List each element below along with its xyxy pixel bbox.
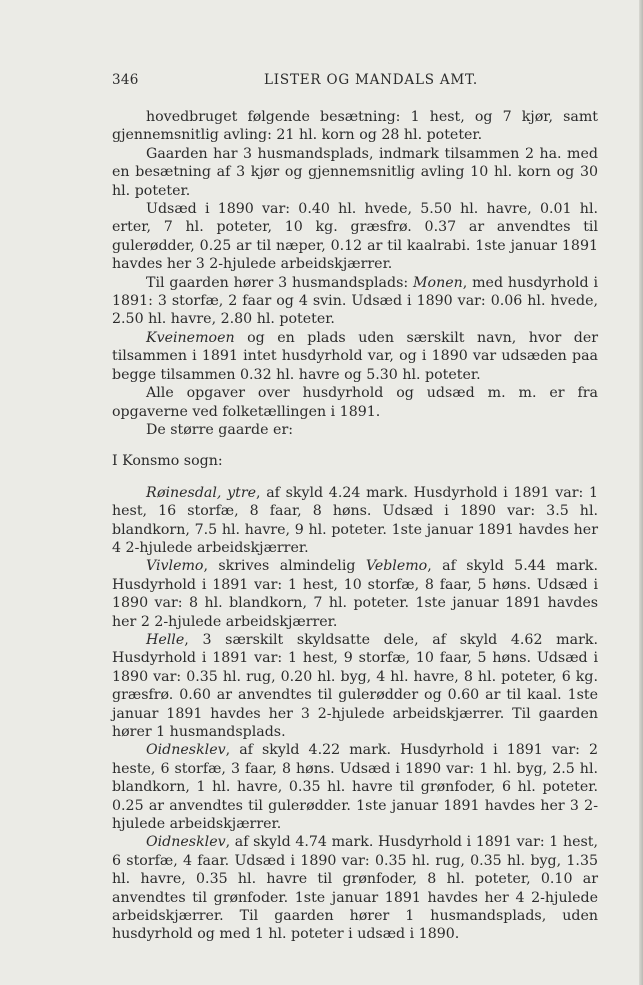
- paragraph: [112, 145, 598, 200]
- text-run: Alle opgaver over husdyrhold og udsæd m. m. er fra opgaverne ved folketællingen i 1891.: [112, 385, 598, 420]
- page-number: 346: [112, 72, 139, 88]
- paragraph: [112, 557, 598, 631]
- paragraph: [112, 421, 598, 439]
- text-run: , skrives almindelig: [203, 558, 366, 575]
- text-run: Til gaarden hører 3 husmandsplads:: [146, 274, 413, 291]
- paragraph: [112, 200, 598, 274]
- paragraph: [112, 833, 598, 943]
- place-name: Monen: [413, 274, 463, 291]
- paragraph: [112, 631, 598, 741]
- text-run: Udsæd i 1890 var: 0.40 hl. hvede, 5.50 hl. havre, 0.01 hl. erter, 7 hl. poteter, 10 kg. græsfrø. 0.37 ar anvendtes til gulerødder, 0.25 ar til næper, 0.12 ar til kaalrabi. 1ste januar 1891 havdes her 3 2-hjulede arbeidskjærrer.: [112, 201, 598, 273]
- running-title: LISTER OG MANDALS AMT.: [264, 72, 478, 88]
- paragraph: [112, 384, 598, 421]
- place-name: Røinesdal, ytre: [146, 484, 257, 501]
- place-name: Oidnesklev: [146, 742, 226, 759]
- text-run: , af skyld 4.74 mark. Husdyrhold i 1891 var: 1 hest, 6 storfæ, 4 faar. Udsæd i 1890 var: 0.35 hl. rug, 0.35 hl. byg, 1.35 hl. havre, 0.35 hl. havre til grønfoder, 8 hl. poteter, 0.10 ar anvendtes til grønfoder. 1ste januar 1891 havdes her 4 2-hjulede arbeidskjærrer. Til gaarden hører 1 husmandsplads, uden husdyrhold og med 1 hl. poteter i udsæd i 1890.: [112, 834, 598, 943]
- text-run: Gaarden har 3 husmandsplads, indmark tilsammen 2 ha. med en besætning af 3 kjør og gjennemsnitlig avling 10 hl. korn og 30 hl. poteter.: [112, 145, 598, 199]
- body-text: [112, 108, 598, 944]
- place-name: Veblemo: [365, 558, 428, 575]
- text-run: , af skyld 5.44 mark. Husdyrhold i 1891 var: 1 hest, 10 storfæ, 8 faar, 5 høns. Udsæd i 1890 var: 8 hl. blandkorn, 7 hl. poteter. 1ste januar 1891 havdes her 2 2-hjulede arbeidskjærrer.: [112, 558, 598, 630]
- paragraph: [112, 274, 598, 329]
- place-name: Oidnesklev: [146, 834, 226, 851]
- paragraph: [112, 452, 598, 470]
- text-run: og en plads uden særskilt navn, hvor der tilsammen i 1891 intet husdyrhold var, og i 1890 var udsæden paa begge tilsammen 0.32 hl. havre og 5.30 hl. poteter.: [112, 329, 598, 383]
- place-name: Kveinemoen: [146, 329, 235, 346]
- text-run: , 3 særskilt skyldsatte dele, af skyld 4.62 mark. Husdyrhold i 1891 var: 1 hest, 9 storfæ, 10 faar, 5 høns. Udsæd i 1890 var: 0.35 hl. rug, 0.20 hl. byg, 4 hl. havre, 8 hl. poteter, 6 kg. græsfrø. 0.60 ar anvendtes til gulerødder og 0.60 ar til kaal. 1ste januar 1891 havdes her 3 2-hjulede arbeidskjærrer. Til gaarden hører 1 husmandsplads.: [112, 631, 598, 740]
- text-run: De større gaarde er:: [146, 421, 294, 438]
- place-name: Helle: [146, 631, 185, 648]
- page-edge: [639, 0, 643, 985]
- text-run: , med husdyrhold i 1891: 3 storfæ, 2 faar og 4 svin. Udsæd i 1890 var: 0.06 hl. hvede, 2.50 hl. havre, 2.80 hl. poteter.: [112, 274, 598, 328]
- paragraph: [112, 108, 598, 145]
- paragraph: [112, 329, 598, 384]
- text-run: I Konsmo sogn:: [112, 453, 223, 470]
- place-name: Vivlemo: [146, 558, 204, 575]
- text-run: hovedbruget følgende besætning: 1 hest, og 7 kjør, samt gjennemsnitlig avling: 21 hl. korn og 28 hl. poteter.: [112, 109, 598, 144]
- text-run: , af skyld 4.24 mark. Husdyrhold i 1891 var: 1 hest, 16 storfæ, 8 faar, 8 høns. Udsæd i 1890 var: 3.5 hl. blandkorn, 7.5 hl. havre, 9 hl. poteter. 1ste januar 1891 havdes her 4 2-hjulede arbeidskjærrer.: [112, 484, 598, 556]
- paragraph: [112, 484, 598, 558]
- text-run: , af skyld 4.22 mark. Husdyrhold i 1891 var: 2 heste, 6 storfæ, 3 faar, 8 høns. Udsæd i 1890 var: 1 hl. byg, 2.5 hl. blandkorn, 1 hl. havre, 0.35 hl. havre til grønfoder, 6 hl. poteter. 0.25 ar anvendtes til gulerødder. 1ste januar 1891 havdes her 3 2-hjulede arbeidskjærrer.: [112, 742, 598, 833]
- paragraph: [112, 741, 598, 833]
